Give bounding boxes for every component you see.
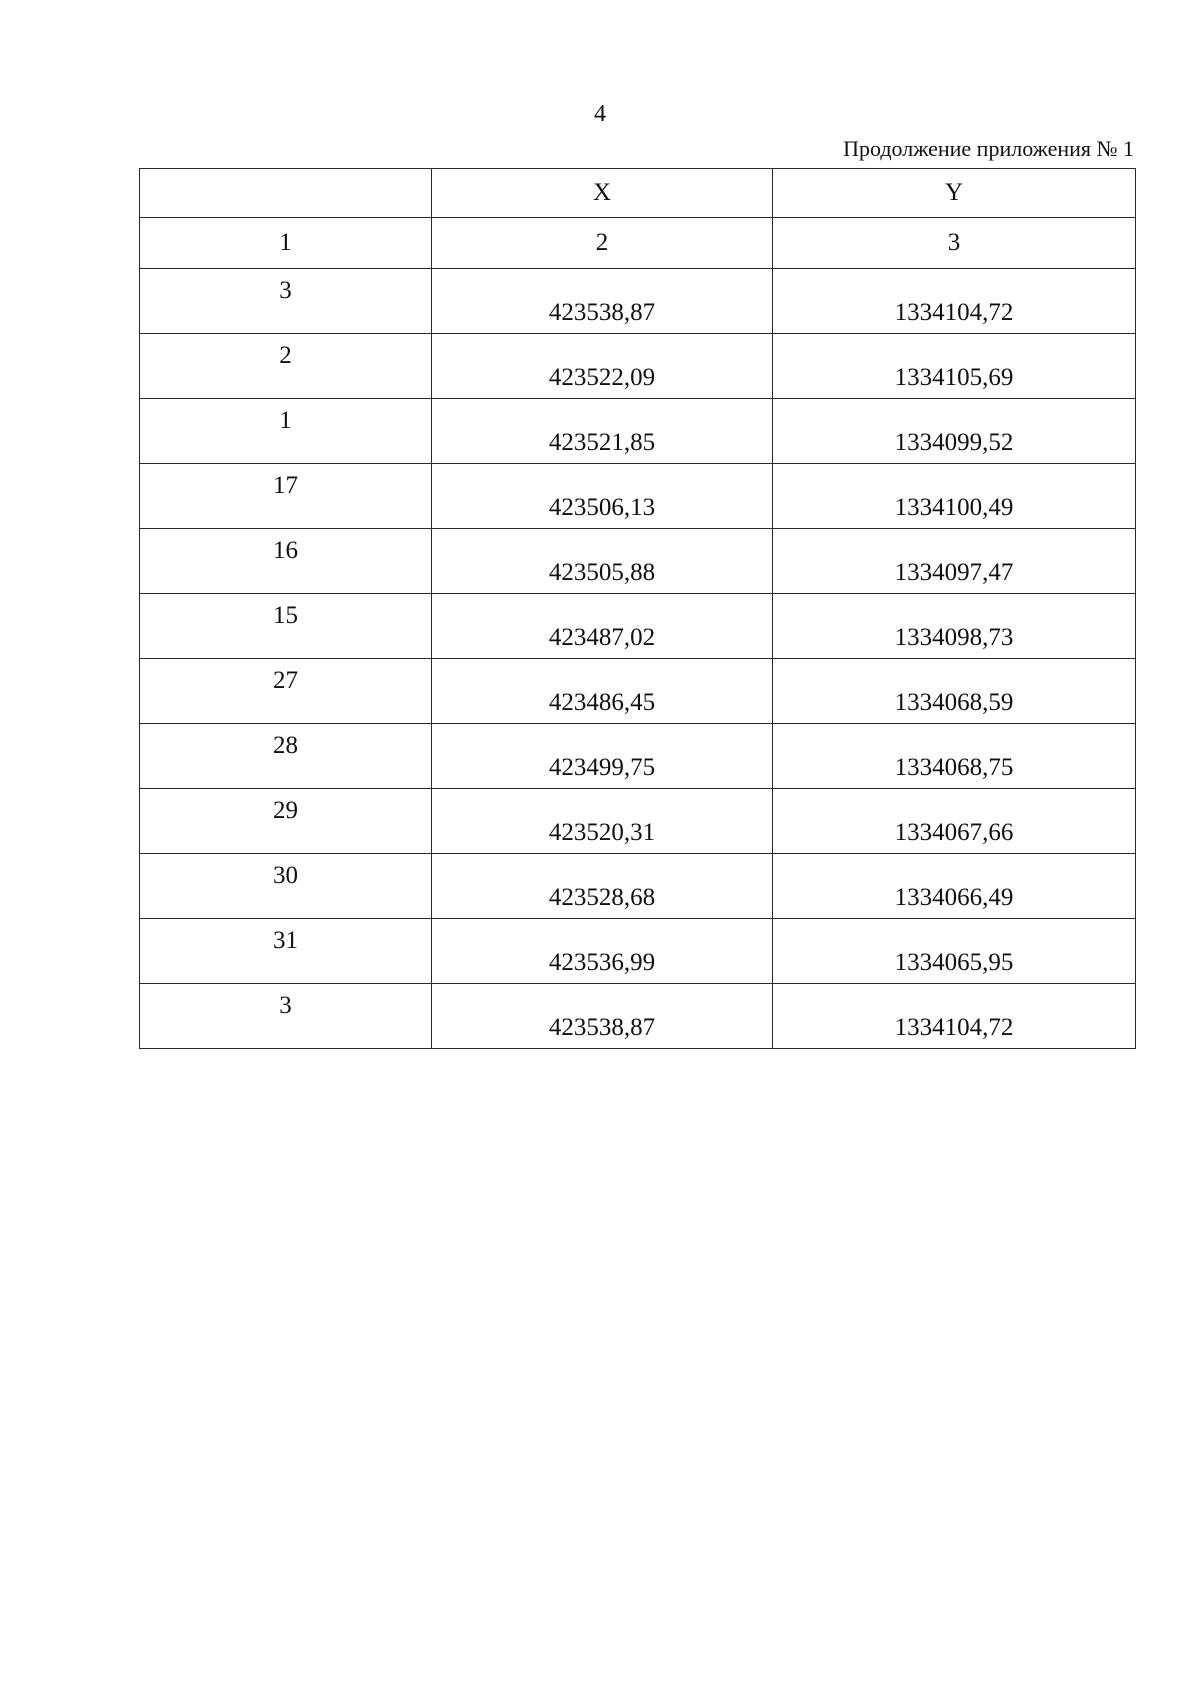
x-coordinate-cell: 423499,75 (432, 724, 773, 789)
x-coordinate-cell: 423505,88 (432, 529, 773, 594)
table-row (140, 724, 1136, 789)
header-cell-x: X (432, 169, 773, 218)
table-row (140, 334, 1136, 399)
y-coordinate-cell: 1334067,66 (773, 789, 1136, 854)
table-row (140, 269, 1136, 334)
point-number-cell: 27 (140, 659, 432, 724)
table-row (140, 464, 1136, 529)
x-coordinate-cell: 423520,31 (432, 789, 773, 854)
page-number: 4 (594, 101, 606, 127)
y-coordinate-cell: 1334105,69 (773, 334, 1136, 399)
y-coordinate-cell: 1334066,49 (773, 854, 1136, 919)
table-row (140, 919, 1136, 984)
point-number-cell: 31 (140, 919, 432, 984)
table-row (140, 594, 1136, 659)
point-number-cell: 15 (140, 594, 432, 659)
table-row (140, 984, 1136, 1049)
y-coordinate-cell: 1334099,52 (773, 399, 1136, 464)
x-coordinate-cell: 423487,02 (432, 594, 773, 659)
header-cell-point (140, 169, 432, 218)
column-number-2: 2 (432, 218, 773, 269)
point-number-cell: 29 (140, 789, 432, 854)
y-coordinate-cell: 1334068,75 (773, 724, 1136, 789)
x-coordinate-cell: 423536,99 (432, 919, 773, 984)
point-number-cell: 1 (140, 399, 432, 464)
point-number-cell: 17 (140, 464, 432, 529)
y-coordinate-cell: 1334098,73 (773, 594, 1136, 659)
y-coordinate-cell: 1334104,72 (773, 269, 1136, 334)
x-coordinate-cell: 423538,87 (432, 984, 773, 1049)
table-row (140, 789, 1136, 854)
point-number-cell: 2 (140, 334, 432, 399)
y-coordinate-cell: 1334100,49 (773, 464, 1136, 529)
point-number-cell: 16 (140, 529, 432, 594)
point-number-cell: 30 (140, 854, 432, 919)
point-number-cell: 28 (140, 724, 432, 789)
x-coordinate-cell: 423521,85 (432, 399, 773, 464)
x-coordinate-cell: 423506,13 (432, 464, 773, 529)
table-row (140, 399, 1136, 464)
table-header-row (140, 169, 1136, 218)
x-coordinate-cell: 423486,45 (432, 659, 773, 724)
x-coordinate-cell: 423528,68 (432, 854, 773, 919)
y-coordinate-cell: 1334065,95 (773, 919, 1136, 984)
appendix-continuation-note: Продолжение приложения № 1 (843, 136, 1134, 161)
coordinates-table (139, 168, 1136, 1049)
column-number-3: 3 (773, 218, 1136, 269)
y-coordinate-cell: 1334068,59 (773, 659, 1136, 724)
point-number-cell: 3 (140, 269, 432, 334)
x-coordinate-cell: 423538,87 (432, 269, 773, 334)
x-coordinate-cell: 423522,09 (432, 334, 773, 399)
table-row (140, 854, 1136, 919)
y-coordinate-cell: 1334097,47 (773, 529, 1136, 594)
header-cell-y: Y (773, 169, 1136, 218)
table-row (140, 529, 1136, 594)
point-number-cell: 3 (140, 984, 432, 1049)
column-number-1: 1 (140, 218, 432, 269)
column-numbers-row (140, 218, 1136, 269)
table-row (140, 659, 1136, 724)
y-coordinate-cell: 1334104,72 (773, 984, 1136, 1049)
